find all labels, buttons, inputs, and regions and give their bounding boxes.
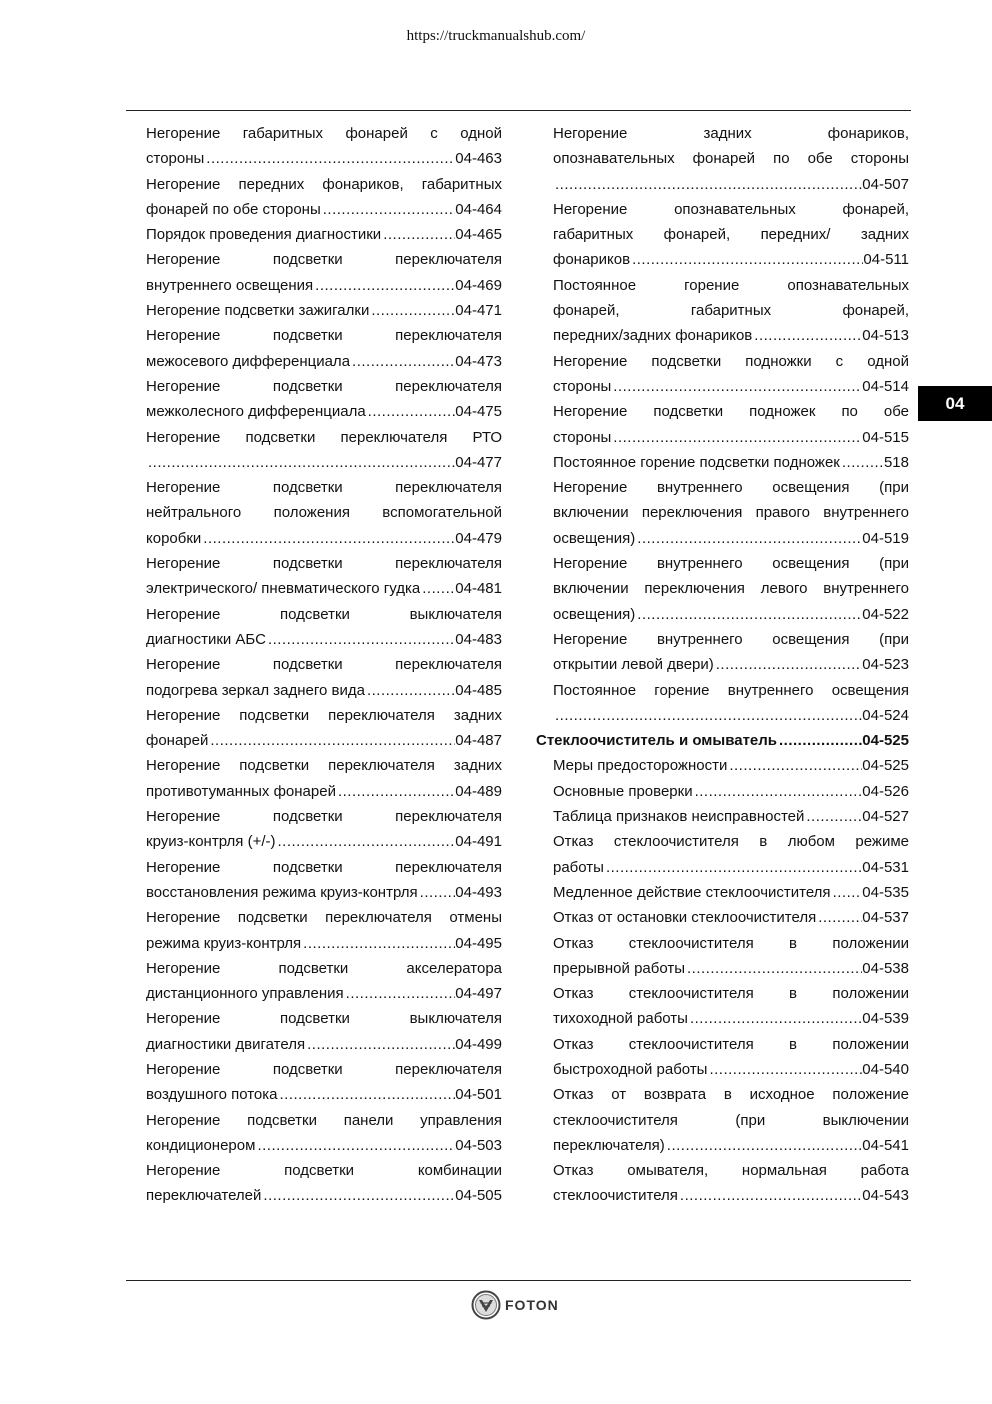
toc-entry-text-line: Отказ омывателя, нормальная работа [553, 1162, 909, 1180]
toc-entry [553, 273, 909, 349]
toc-entry [553, 678, 909, 729]
toc-entry-page-line [553, 1006, 909, 1031]
toc-page-number: 04-526 [862, 782, 909, 800]
toc-entry-page-line [553, 652, 909, 677]
toc-entry-text-line: Негорение подсветки переключателя задних [146, 757, 502, 775]
toc-page-number: 04-481 [455, 580, 502, 598]
toc-left-column [146, 121, 502, 1209]
toc-entry-text-line: Отказ от возврата в исходное положение [553, 1086, 909, 1104]
toc-page-number: 04-475 [455, 403, 502, 421]
dot-leader [777, 728, 862, 753]
toc-entry-page-line [146, 1032, 502, 1057]
toc-entry-text-line: Негорение подсветки переключателя [146, 377, 502, 395]
toc-entry [553, 779, 909, 804]
dot-leader [611, 425, 862, 450]
toc-entry [146, 804, 502, 855]
toc-entry-page-line [146, 981, 502, 1006]
toc-entry-title: внутреннего освещения [146, 276, 314, 294]
toc-entry-title: переключателя) [553, 1136, 665, 1154]
toc-entry-title: восстановления режима круиз-контрля [146, 883, 418, 901]
toc-page-number: 04-541 [862, 1136, 909, 1154]
dot-leader [693, 779, 863, 804]
dot-leader [678, 1183, 862, 1208]
toc-entry-page-line [553, 172, 909, 197]
toc-entry-title: Негорение подсветки зажигалки [146, 302, 370, 320]
toc-page-number: 04-543 [862, 1187, 909, 1205]
toc-entry-page-line [553, 703, 909, 728]
toc-entry-text-line: Постоянное горение внутреннего освещения [553, 681, 909, 699]
dot-leader [301, 931, 455, 956]
toc-entry-text-line: Отказ стеклоочистителя в положении [553, 934, 909, 952]
toc-entry-text-line: Негорение подсветки переключателя [146, 808, 502, 826]
toc-entry-title: освещения) [553, 605, 636, 623]
toc-entry-text-line: Негорение подсветки переключателя [146, 251, 502, 269]
dot-leader [266, 627, 455, 652]
toc-entry-page-line [146, 880, 502, 905]
toc-page-number: 04-535 [862, 883, 909, 901]
toc-entry-text-line: Отказ стеклоочистителя в положении [553, 1035, 909, 1053]
toc-entry [146, 602, 502, 653]
dot-leader [831, 880, 863, 905]
toc-entry-page-line [146, 526, 502, 551]
toc-entry-page-line [146, 298, 502, 323]
toc-entry-text-line: Негорение подсветки акселератора [146, 959, 502, 977]
toc-entry-text-line: Отказ стеклоочистителя в любом режиме [553, 833, 909, 851]
toc-entry-text-line: Негорение подсветки переключателя [146, 555, 502, 573]
toc-page-number: 04-471 [455, 302, 502, 320]
toc-entry-title: межосевого дифференциала [146, 352, 351, 370]
toc-entry-page-line [553, 425, 909, 450]
toc-entry-title: переключателей [146, 1187, 262, 1205]
toc-page-number: 04-485 [455, 681, 502, 699]
toc-entry-page-line [553, 905, 909, 930]
toc-entry-page-line [553, 753, 909, 778]
toc-entry-title: Порядок проведения диагностики [146, 226, 382, 244]
toc-page-number: 04-469 [455, 276, 502, 294]
dot-leader [146, 450, 455, 475]
toc-page-number: 04-537 [862, 909, 909, 927]
toc-page-number: 04-538 [862, 959, 909, 977]
dot-leader [418, 880, 456, 905]
toc-entry-text-line: фонарей, габаритных фонарей, [553, 302, 909, 320]
toc-entry-page-line [146, 576, 502, 601]
toc-entry-text-line: нейтрального положения вспомогательной [146, 504, 502, 522]
toc-page-number: 04-495 [455, 934, 502, 952]
dot-leader [611, 374, 862, 399]
toc-entry-title: кондиционером [146, 1136, 256, 1154]
toc-entry [553, 349, 909, 400]
toc-entry-title: электрического/ пневматического гудка [146, 580, 421, 598]
toc-page-number: 04-465 [455, 226, 502, 244]
toc-entry-page-line [553, 1133, 909, 1158]
toc-entry-text-line: Негорение подсветки переключателя [146, 479, 502, 497]
toc-entry [146, 905, 502, 956]
toc-entry-text-line: включении переключения левого внутреннего [553, 580, 909, 598]
footer-brand: FOTON [505, 1297, 559, 1313]
toc-page-number: 04-464 [455, 200, 502, 218]
toc-page-number: 04-477 [455, 453, 502, 471]
toc-entry-title: диагностики двигателя [146, 1035, 306, 1053]
foton-logo-icon [471, 1290, 501, 1320]
toc-entry-text-line: Негорение задних фонариков, [553, 125, 909, 142]
toc-page-number: 04-525 [862, 732, 909, 750]
dot-leader [278, 1082, 456, 1107]
toc-page-number: 04-497 [455, 985, 502, 1003]
foton-logo [471, 1288, 581, 1322]
dot-leader [685, 956, 862, 981]
toc-page-number: 04-539 [862, 1010, 909, 1028]
toc-entry [553, 475, 909, 551]
toc-entry-page-line [146, 931, 502, 956]
toc-entry-title: стеклоочистителя [553, 1187, 678, 1205]
dot-leader [816, 905, 862, 930]
toc-entry-page-line [146, 197, 502, 222]
toc-entry-title: Меры предосторожности [553, 757, 728, 775]
toc-entry-title: освещения) [553, 529, 636, 547]
toc-page-number: 04-527 [862, 808, 909, 826]
toc-entry-title: стороны [553, 377, 612, 395]
toc-entry-page-line [553, 804, 909, 829]
toc-entry-title: передних/задних фонариков [553, 327, 753, 345]
toc-right-column [536, 121, 909, 1209]
toc-page-number: 04-524 [862, 706, 909, 724]
dot-leader [201, 526, 455, 551]
toc-entry [553, 804, 909, 829]
toc-entry-text-line: Негорение подсветки выключателя [146, 1010, 502, 1028]
toc-entry [146, 652, 502, 703]
toc-entry [553, 880, 909, 905]
toc-entry-page-line [553, 880, 909, 905]
toc-entry [146, 855, 502, 906]
dot-leader [635, 602, 862, 627]
dot-leader [276, 829, 456, 854]
toc-entry-title: фонарей по обе стороны [146, 200, 321, 218]
dot-leader [630, 247, 863, 272]
toc-entry-title: режима круиз-контрля [146, 934, 302, 952]
toc-entry [146, 753, 502, 804]
toc-entry [146, 475, 502, 551]
toc-entry [146, 956, 502, 1007]
dot-leader [336, 779, 455, 804]
toc-entry-page-line [553, 1183, 909, 1208]
toc-entry [553, 551, 909, 627]
toc-entry-text-line: Негорение внутреннего освещения (при [553, 630, 909, 648]
toc-entry [553, 753, 909, 778]
toc-entry-text-line: Негорение подсветки переключателя [146, 327, 502, 345]
toc-entry-page-line [146, 829, 502, 854]
toc-entry-text-line: Негорение подсветки переключателя [146, 1060, 502, 1078]
toc-entry-text-line: стеклоочистителя (при выключении [553, 1111, 909, 1129]
toc-page-number: 518 [883, 453, 909, 471]
toc-entry-text-line: Негорение подсветки подножек по обе [553, 403, 909, 421]
toc-page-number: 04-522 [862, 605, 909, 623]
toc-page-number: 04-479 [455, 529, 502, 547]
dot-leader [714, 652, 863, 677]
dot-leader [365, 678, 455, 703]
header-rule [126, 110, 911, 111]
toc-entry-text-line: Негорение внутреннего освещения (при [553, 555, 909, 573]
toc-page-number: 04-525 [862, 757, 909, 775]
toc-entry-page-line [146, 349, 502, 374]
toc-entry [146, 551, 502, 602]
toc-entry-text-line: Негорение опознавательных фонарей, [553, 200, 909, 218]
toc-entry-text-line: Негорение подсветки выключателя [146, 605, 502, 623]
toc-entry-text-line: включении переключения правого внутреннего [553, 504, 909, 522]
dot-leader [604, 855, 862, 880]
toc-entry [553, 121, 909, 197]
dot-leader [369, 298, 455, 323]
dot-leader [381, 222, 455, 247]
toc-entry-title: противотуманных фонарей [146, 782, 336, 800]
toc-entry-title: межколесного дифференциала [146, 403, 366, 421]
toc-entry [553, 627, 909, 678]
toc-entry [553, 1082, 909, 1158]
toc-entry-text-line: Негорение подсветки подножки с одной [553, 352, 909, 370]
toc-entry-text-line: Негорение габаритных фонарей с одной [146, 125, 502, 142]
toc-entry-page-line [146, 222, 502, 247]
toc-page-number: 04-503 [455, 1136, 502, 1154]
toc-entry [146, 222, 502, 247]
toc-page-number: 04-540 [862, 1060, 909, 1078]
toc-entry-text-line: Негорение подсветки переключателя [146, 858, 502, 876]
toc-entry-title: тихоходной работы [553, 1010, 688, 1028]
toc-entry [553, 829, 909, 880]
toc-entry-title: Медленное действие стеклоочистителя [553, 883, 831, 901]
toc-entry-page-line [146, 1133, 502, 1158]
toc-entry-page-line [553, 1057, 909, 1082]
toc-entry [146, 1158, 502, 1209]
toc-entry [146, 121, 502, 172]
toc-entry-title: Стеклоочиститель и омыватель [536, 732, 778, 750]
toc-page-number: 04-489 [455, 782, 502, 800]
toc-entry-title: подогрева зеркал заднего вида [146, 681, 365, 699]
toc-page-number: 04-463 [455, 150, 502, 168]
toc-entry-title: дистанционного управления [146, 985, 344, 1003]
toc-entry-title: стороны [146, 150, 205, 168]
toc-entry-title: стороны [553, 428, 612, 446]
dot-leader [752, 323, 862, 348]
toc-entry-text-line: Негорение подсветки переключателя отмены [146, 909, 502, 927]
toc-entry-page-line [553, 450, 909, 475]
toc-entry [146, 247, 502, 298]
toc-entry [146, 323, 502, 374]
toc-entry-page-line [146, 627, 502, 652]
toc-entry-page-line [146, 146, 502, 171]
toc-entry-title: круиз-контрля (+/-) [146, 833, 276, 851]
dot-leader [208, 728, 455, 753]
toc-entry-title: быстроходной работы [553, 1060, 708, 1078]
toc-entry-page-line [146, 273, 502, 298]
toc-entry [553, 197, 909, 273]
toc-entry-page-line [146, 399, 502, 424]
dot-leader [350, 349, 455, 374]
dot-leader [321, 197, 456, 222]
toc-entry-title: открытии левой двери) [553, 656, 714, 674]
toc-entry-title: воздушного потока [146, 1086, 278, 1104]
toc-entry-title: Основные проверки [553, 782, 693, 800]
dot-leader [665, 1133, 862, 1158]
toc-entry-text-line: Негорение подсветки панели управления [146, 1111, 502, 1129]
toc-entry-page-line [536, 728, 909, 753]
toc-entry-page-line [146, 728, 502, 753]
toc-entry [553, 1158, 909, 1209]
toc-entry-text-line: Отказ стеклоочистителя в положении [553, 985, 909, 1003]
chapter-tab: 04 [918, 386, 992, 421]
toc-page-number: 04-531 [862, 858, 909, 876]
toc-entry-page-line [146, 1183, 502, 1208]
toc-entry-title: диагностики АБС [146, 630, 266, 648]
toc-entry-page-line [146, 450, 502, 475]
toc-page-number: 04-514 [862, 377, 909, 395]
toc-entry-text-line: Негорение передних фонариков, габаритных [146, 175, 502, 193]
toc-page-number: 04-487 [455, 732, 502, 750]
toc-entry-text-line: Постоянное горение опознавательных [553, 276, 909, 294]
toc-entry-text-line: Негорение внутреннего освещения (при [553, 479, 909, 497]
dot-leader [305, 1032, 455, 1057]
dot-leader [553, 703, 862, 728]
dot-leader [255, 1133, 455, 1158]
toc-page-number: 04-499 [455, 1035, 502, 1053]
header-url: https://truckmanualshub.com/ [406, 28, 586, 44]
toc-entry-text-line: Негорение подсветки переключателя РТО [146, 428, 502, 446]
toc-entry-page-line [553, 526, 909, 551]
toc-entry-title: фонарей [146, 732, 209, 750]
toc-page-number: 04-501 [455, 1086, 502, 1104]
toc-entry-page-line [553, 323, 909, 348]
toc-entry-text-line: Негорение подсветки комбинации [146, 1162, 502, 1180]
toc-section-heading [536, 728, 909, 753]
toc-entry-page-line [146, 779, 502, 804]
toc-entry-text-line: Негорение подсветки переключателя задних [146, 706, 502, 724]
dot-leader [420, 576, 455, 601]
toc-entry-text-line: габаритных фонарей, передних/ задних [553, 226, 909, 244]
toc-entry [146, 172, 502, 223]
toc-entry [146, 298, 502, 323]
toc-page-number: 04-519 [862, 529, 909, 547]
toc-entry [146, 703, 502, 754]
toc-entry-text-line: опознавательных фонарей по обе стороны [553, 150, 909, 168]
toc-entry-page-line [146, 678, 502, 703]
toc-page-number: 04-515 [862, 428, 909, 446]
toc-entry-title: коробки [146, 529, 202, 547]
dot-leader [804, 804, 862, 829]
dot-leader [727, 753, 862, 778]
toc-entry [553, 399, 909, 450]
toc-entry [146, 425, 502, 476]
toc-page-number: 04-513 [862, 327, 909, 345]
toc-entry-page-line [553, 602, 909, 627]
toc-entry-title: работы [553, 858, 604, 876]
toc-entry [553, 981, 909, 1032]
dot-leader [313, 273, 455, 298]
toc-entry-page-line [553, 374, 909, 399]
dot-leader [688, 1006, 862, 1031]
toc-entry-page-line [553, 779, 909, 804]
toc-entry-page-line [553, 855, 909, 880]
dot-leader [366, 399, 456, 424]
toc-page-number: 04-511 [863, 251, 909, 269]
toc-entry-text-line: Негорение подсветки переключателя [146, 656, 502, 674]
toc-entry-title: Отказ от остановки стеклоочистителя [553, 909, 817, 927]
toc-page-number: 04-491 [455, 833, 502, 851]
toc-entry-page-line [553, 956, 909, 981]
dot-leader [707, 1057, 862, 1082]
toc-page-number: 04-507 [862, 175, 909, 193]
toc-entry [146, 374, 502, 425]
toc-entry-title: прерывной работы [553, 959, 686, 977]
dot-leader [261, 1183, 455, 1208]
toc-page-number: 04-473 [455, 352, 502, 370]
toc-entry-page-line [146, 1082, 502, 1107]
dot-leader [553, 172, 862, 197]
toc-entry-title: фонариков [553, 251, 631, 269]
toc-entry [553, 905, 909, 930]
toc-entry [146, 1006, 502, 1057]
dot-leader [840, 450, 884, 475]
footer-rule [126, 1280, 911, 1281]
toc-page-number: 04-523 [862, 656, 909, 674]
toc-page-number: 04-505 [455, 1187, 502, 1205]
toc-entry [553, 1032, 909, 1083]
dot-leader [204, 146, 455, 171]
toc-entry [146, 1108, 502, 1159]
toc-entry [146, 1057, 502, 1108]
toc-entry-title: Постоянное горение подсветки подножек [553, 453, 840, 471]
toc-entry-page-line [553, 247, 909, 272]
dot-leader [344, 981, 456, 1006]
dot-leader [635, 526, 862, 551]
toc-entry-title: Таблица признаков неисправностей [553, 808, 805, 826]
toc-entry [553, 931, 909, 982]
toc-page-number: 04-483 [455, 630, 502, 648]
toc-entry [553, 450, 909, 475]
toc-page-number: 04-493 [455, 883, 502, 901]
